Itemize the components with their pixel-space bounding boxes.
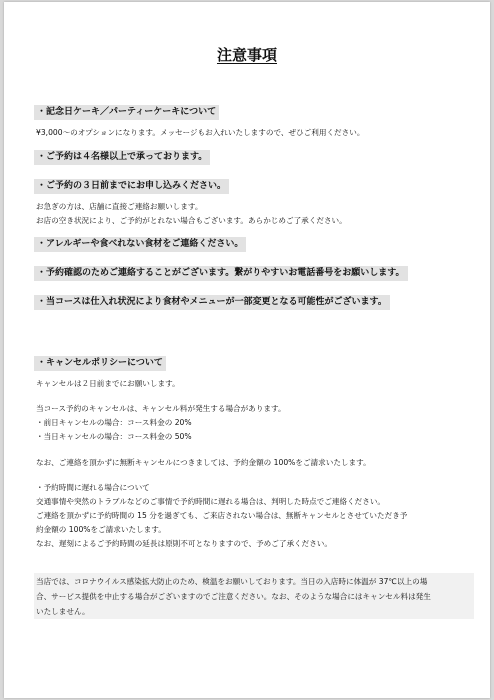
covid-line-3: いたしません。: [36, 607, 90, 616]
min-people-heading: ・ご予約は４名様以上で承っております。: [34, 150, 210, 165]
late-line-4: なお、遅刻によるご予約時間の延長は原則不可となりますので、予めご了承ください。: [36, 539, 332, 548]
page-title: 注意事項: [216, 46, 277, 64]
allergy-heading: ・アレルギーや食べれない食材をご連絡ください。: [34, 237, 246, 252]
deadline-line-1: お急ぎの方は、店舗に直接ご連絡お願いします。: [36, 202, 203, 211]
deadline-line-2: お店の空き状況により、ご予約がとれない場合もございます。あらかじめご了承ください。: [36, 216, 347, 225]
course-change-heading: ・当コースは仕入れ状況により食材やメニューが一部変更となる可能性がございます。: [34, 295, 390, 310]
late-line-2: ご連絡を頂かずに予約時間の 15 分を過ぎても、ご来店されない場合は、無断キャンセルとさせていただき予: [36, 511, 408, 520]
cancel-heading: ・キャンセルポリシーについて: [34, 356, 166, 371]
covid-line-2: 合、サービス提供を中止する場合がございますのでご注意ください。なお、そのような場合にはキャンセル料は発生: [36, 592, 431, 601]
cancel-deadline-text: キャンセルは２日前までにお願いします。: [36, 379, 180, 388]
document-page: [4, 2, 490, 698]
covid-line-1: 当店では、コロナウイルス感染拡大防止のため、検温をお願いしております。当日の入店時に体温が 37℃以上の場: [36, 577, 428, 586]
late-heading: ・予約時間に遅れる場合について: [36, 483, 150, 492]
cancel-fee-prev-day: ・前日キャンセルの場合：コース料金の 20%: [36, 418, 192, 427]
no-show-text: なお、ご連絡を頂かずに無断キャンセルにつきましては、予約金額の 100%をご請求いたします。: [36, 458, 371, 467]
deadline-heading: ・ご予約の３日前までにお申し込みください。: [34, 179, 229, 194]
late-line-3: 約金額の 100%をご請求いたします。: [36, 525, 166, 534]
cancel-fee-same-day: ・当日キャンセルの場合：コース料金の 50%: [36, 432, 192, 441]
cancel-fee-intro: 当コース予約のキャンセルは、キャンセル料が発生する場合があります。: [36, 404, 286, 413]
confirm-heading: ・予約確認のためご連絡することがございます。繋がりやすいお電話番号をお願いします。: [34, 266, 408, 281]
anniversary-text: ¥3,000〜のオプションになります。メッセージもお入れいたしますので、ぜひご利用ください。: [36, 128, 365, 137]
anniversary-heading: ・記念日ケーキ／パーティーケーキについて: [34, 105, 219, 120]
late-line-1: 交通事情や突然のトラブルなどのご事情で予約時間に遅れる場合は、判明した時点でご連絡ください。: [36, 497, 386, 506]
